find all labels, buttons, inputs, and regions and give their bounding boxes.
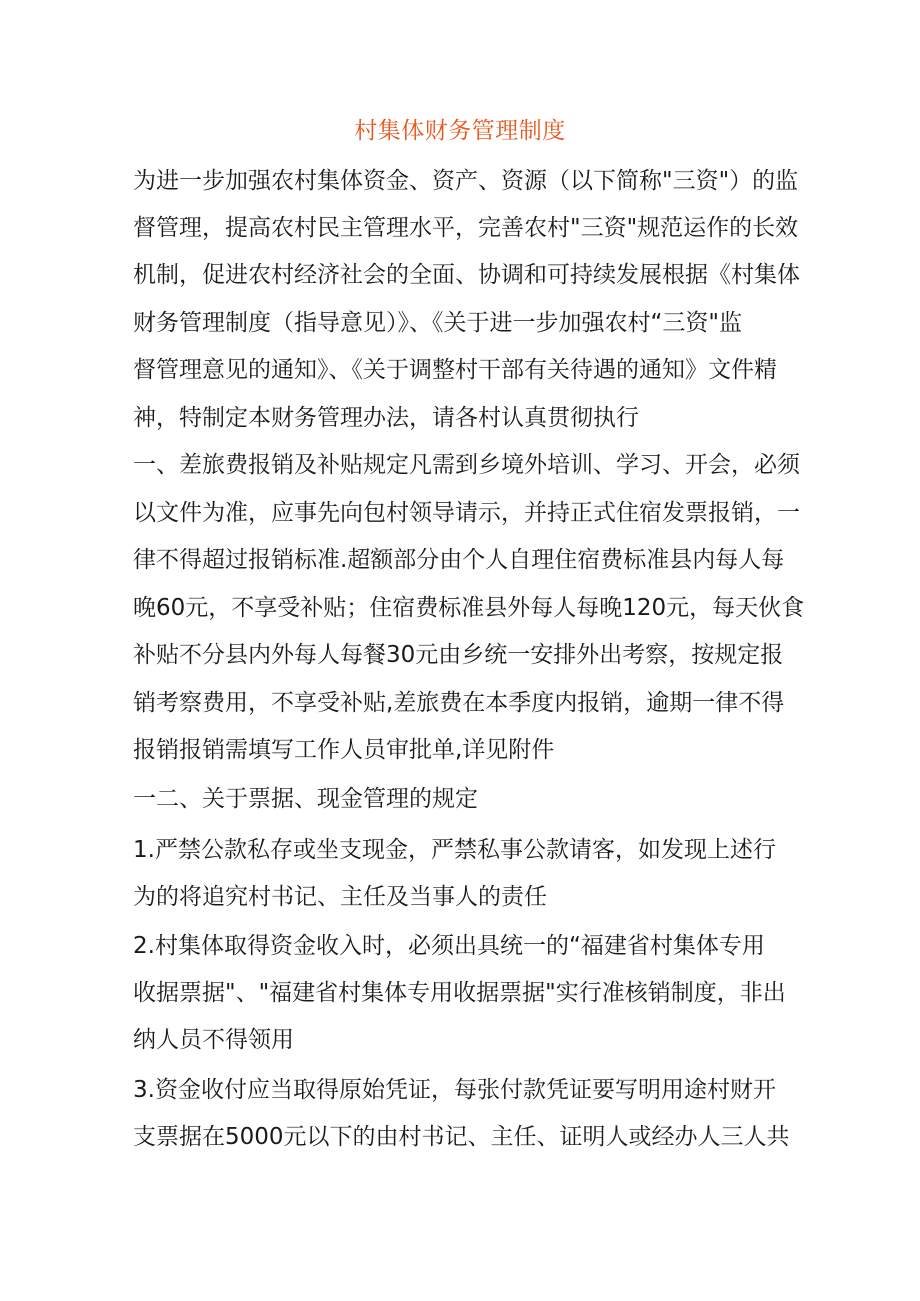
section-heading: 一二、关于票据、现金管理的规定 bbox=[133, 786, 478, 812]
list-item-line: 纳人员不得领用 bbox=[133, 1027, 294, 1053]
paragraph-line: 以文件为准，应事先向包村领导请示，并持正式住宿发票报销，一 bbox=[133, 500, 800, 526]
paragraph-line: 财务管理制度（指导意见）》、《关于进一步加强农村“三资"监 bbox=[133, 310, 742, 336]
document-title: 村集体财务管理制度 bbox=[354, 118, 566, 144]
list-item-line: 1.严禁公款私存或坐支现金，严禁私事公款请客，如发现上述行 bbox=[133, 837, 776, 863]
list-item-line: 支票据在5000元以下的由村书记、主任、证明人或经办人三人共 bbox=[133, 1124, 790, 1150]
paragraph-line: 补贴不分县内外每人每餐30元由乡统一安排外出考察，按规定报 bbox=[133, 642, 784, 668]
paragraph-line: 律不得超过报销标准.超额部分由个人自理住宿费标准县内每人每 bbox=[133, 547, 785, 573]
list-item-line: 2.村集体取得资金收入时，必须出具统一的“福建省村集体专用 bbox=[133, 933, 765, 959]
paragraph-line: 一、差旅费报销及补贴规定凡需到乡境外培训、学习、开会，必须 bbox=[133, 452, 800, 478]
paragraph-line: 晚60元，不享受补贴；住宿费标准县外每人每晚120元，每天伙食 bbox=[133, 595, 805, 621]
list-item-line: 3.资金收付应当取得原始凭证，每张付款凭证要写明用途村财开 bbox=[133, 1077, 776, 1103]
list-item-line: 为的将追究村书记、主任及当事人的责任 bbox=[133, 884, 547, 910]
paragraph-line: 督管理意见的通知》、《关于调整村干部有关待遇的通知》文件精 bbox=[133, 357, 777, 383]
paragraph-line: 神，特制定本财务管理办法，请各村认真贯彻执行 bbox=[133, 405, 639, 431]
paragraph-line: 销考察费用，不享受补贴,差旅费在本季度内报销，逾期一律不得 bbox=[133, 690, 785, 716]
paragraph-line: 报销报销需填写工作人员审批单,详见附件 bbox=[133, 737, 555, 763]
paragraph-line: 督管理，提高农村民主管理水平，完善农村"三资"规范运作的长效 bbox=[133, 215, 799, 241]
paragraph-line: 机制，促进农村经济社会的全面、协调和可持续发展根据《村集体 bbox=[133, 262, 800, 288]
paragraph-line: 为进一步加强农村集体资金、资产、资源（以下简称"三资"）的监 bbox=[133, 168, 799, 194]
list-item-line: 收据票据"、"福建省村集体专用收据票据"实行准核销制度，非出 bbox=[133, 980, 786, 1006]
